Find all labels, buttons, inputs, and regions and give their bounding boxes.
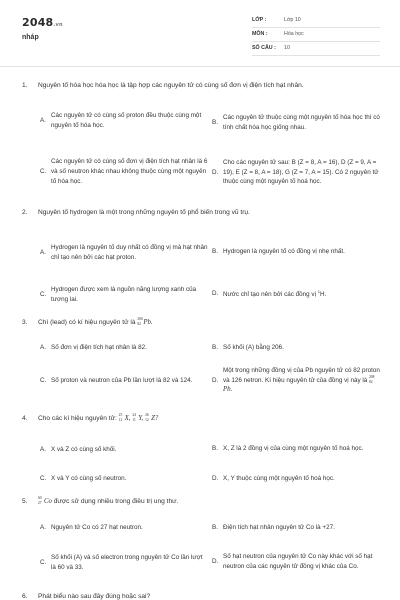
option-letter: A. [40,117,46,125]
option-letter: A. [40,249,46,257]
meta-value: Hóa học [284,30,304,37]
option-text: Số hạt neutron của nguyên tử Co này khác với số hạt neutron của các nguyên tử đồng vị khác của Co. [223,553,373,570]
option-text: Điện tích hạt nhân nguyên tử Co là +27. [223,524,335,532]
nuclide-symbol: 208 82 [369,375,375,385]
option-d[interactable] [212,145,382,200]
option-letter: C. [40,291,47,299]
option-d[interactable] [212,469,382,489]
meta-row-subject [252,28,380,42]
option-text: Các nguyên tử có cùng số proton đều thuộc cùng một nguyên tố hóa học. [51,112,202,129]
option-text: X và Y có cùng số neutron. [51,475,127,483]
brand-logo[interactable]: 2048.vn [22,16,63,29]
question-text: Chì (lead) có kí hiệu nguyên tử là 206 82 Pb. [38,317,153,327]
option-c[interactable] [40,548,210,578]
question-text: Phát biểu nào sau đây đúng hoặc sai? [38,593,151,600]
option-letter: C. [40,377,47,385]
nuclide-symbol: 60 27 [38,496,42,506]
option-a[interactable] [40,440,210,460]
meta-table [252,14,380,56]
option-letter: D. [212,168,219,176]
option-a[interactable] [40,106,210,136]
page-header [0,0,400,62]
option-letter: B. [212,344,218,352]
meta-row-class [252,14,380,28]
option-b[interactable] [212,101,382,145]
option-a[interactable] [40,518,210,538]
meta-value: 10 [284,44,290,51]
option-c[interactable] [40,469,210,489]
option-letter: C. [40,559,47,567]
meta-key: MÔN : [252,30,268,37]
option-b[interactable] [212,434,382,464]
option-d[interactable] [212,360,382,402]
option-text: X và Z có cùng số khối. [51,446,117,454]
question-number: 4. [22,415,28,422]
question-text: 60 27 Co được sử dụng nhiều trong điều trị ung thư. [38,496,179,506]
meta-key: LỚP : [252,16,267,23]
question-number: 2. [22,209,28,216]
option-d[interactable] [212,284,382,304]
option-letter: B. [212,524,218,532]
option-c[interactable] [40,366,210,396]
option-c[interactable] [40,150,210,194]
question-text: Nguyên tố hydrogen là một trong những nguyên tố phổ biến trong vũ trụ. [38,209,250,216]
option-letter: A. [40,524,46,532]
option-letter: A. [40,344,46,352]
question-number: 6. [22,593,28,600]
option-letter: D. [212,475,219,483]
option-text: Số đơn vị điện tích hạt nhân là 82. [51,344,147,352]
option-letter: C. [40,475,47,483]
option-text: Số proton và neutron của Pb lần lượt là 82 và 124. [51,377,193,385]
option-letter: B. [212,248,218,256]
meta-value: Lớp 10 [284,16,301,23]
nuclide-symbol: 26 12 [145,413,149,423]
document-title: nháp [22,34,39,41]
question-text: Cho các kí hiệu nguyên tử: 25 12 X, 24 11 Y, 26 12 Z? [38,413,159,423]
option-text: Các nguyên tử có cùng số đơn vị điện tích hạt nhân là 6 và số neutron khác nhau không thuộc cùng một nguyên tố hóa học. [51,158,208,185]
option-text: Hydrogen là nguyên tố duy nhất có đồng vị mà hạt nhân chỉ tạo nên bởi các hạt proton. [51,244,208,261]
nuclide-symbol: 25 12 [118,413,123,423]
option-letter: D. [212,558,219,566]
option-a[interactable] [40,231,210,275]
option-d[interactable] [212,541,382,583]
option-text: Cho các nguyên tử sau: B (Z = 8, A = 16), D (Z = 9, A = 19), E (Z = 8, A = 18), G (Z = 7, A = 15). Có 2 nguyên tử thuộc cùng một nguyên tố hoá học. [223,158,379,186]
question-number: 3. [22,319,28,326]
option-b[interactable] [212,338,382,358]
option-text: Nước chỉ tạo nên bởi các đồng vị $^1$H. [223,288,327,298]
question-number: 1. [22,82,28,89]
option-text: Nguyên tử Co có 27 hạt neutron. [51,524,143,532]
option-text: Hydrogen được xem là nguồn năng lượng xanh của tương lai. [51,286,197,303]
header-divider [0,66,400,67]
option-text: Số khối (A) bằng 206. [223,344,284,352]
option-letter: B. [212,445,218,453]
question-number: 5. [22,498,28,505]
option-b[interactable] [212,518,382,538]
meta-key: SỐ CÂU : [252,44,276,51]
option-b[interactable] [212,237,382,267]
option-text: X, Z là 2 đồng vị của cùng một nguyên tố hoá học. [223,445,364,453]
option-text: Các nguyên tử thuộc cùng một nguyên tố hóa học thì có tính chất hóa học giống nhau. [223,114,380,131]
option-letter: D. [212,290,219,298]
option-letter: A. [40,446,46,454]
option-text: X, Y thuộc cùng một nguyên tố hoá học. [223,475,335,483]
option-text: Số khối (A) và số electron trong nguyên tử Co lần lượt là 60 và 33. [51,554,203,571]
option-letter: B. [212,119,218,127]
option-a[interactable] [40,338,210,358]
option-c[interactable] [40,280,210,310]
nuclide-symbol: 206 82 [137,317,143,327]
option-letter: C. [40,168,47,176]
option-text: Một trong những đồng vị của Pb nguyên tử có 82 proton và 126 netron. Kí hiệu nguyên tử của đồng vị này là 208 82 Pb. [223,366,380,394]
option-letter: D. [212,377,219,385]
option-text: Hydrogen là nguyên tố có đồng vị nhẹ nhất. [223,248,345,256]
question-text: Nguyên tố hóa học hóa học là tập hợp các nguyên tử có cùng số đơn vị điện tích hạt nhân. [38,82,304,89]
meta-row-count [252,42,380,56]
nuclide-symbol: 24 11 [132,413,136,423]
